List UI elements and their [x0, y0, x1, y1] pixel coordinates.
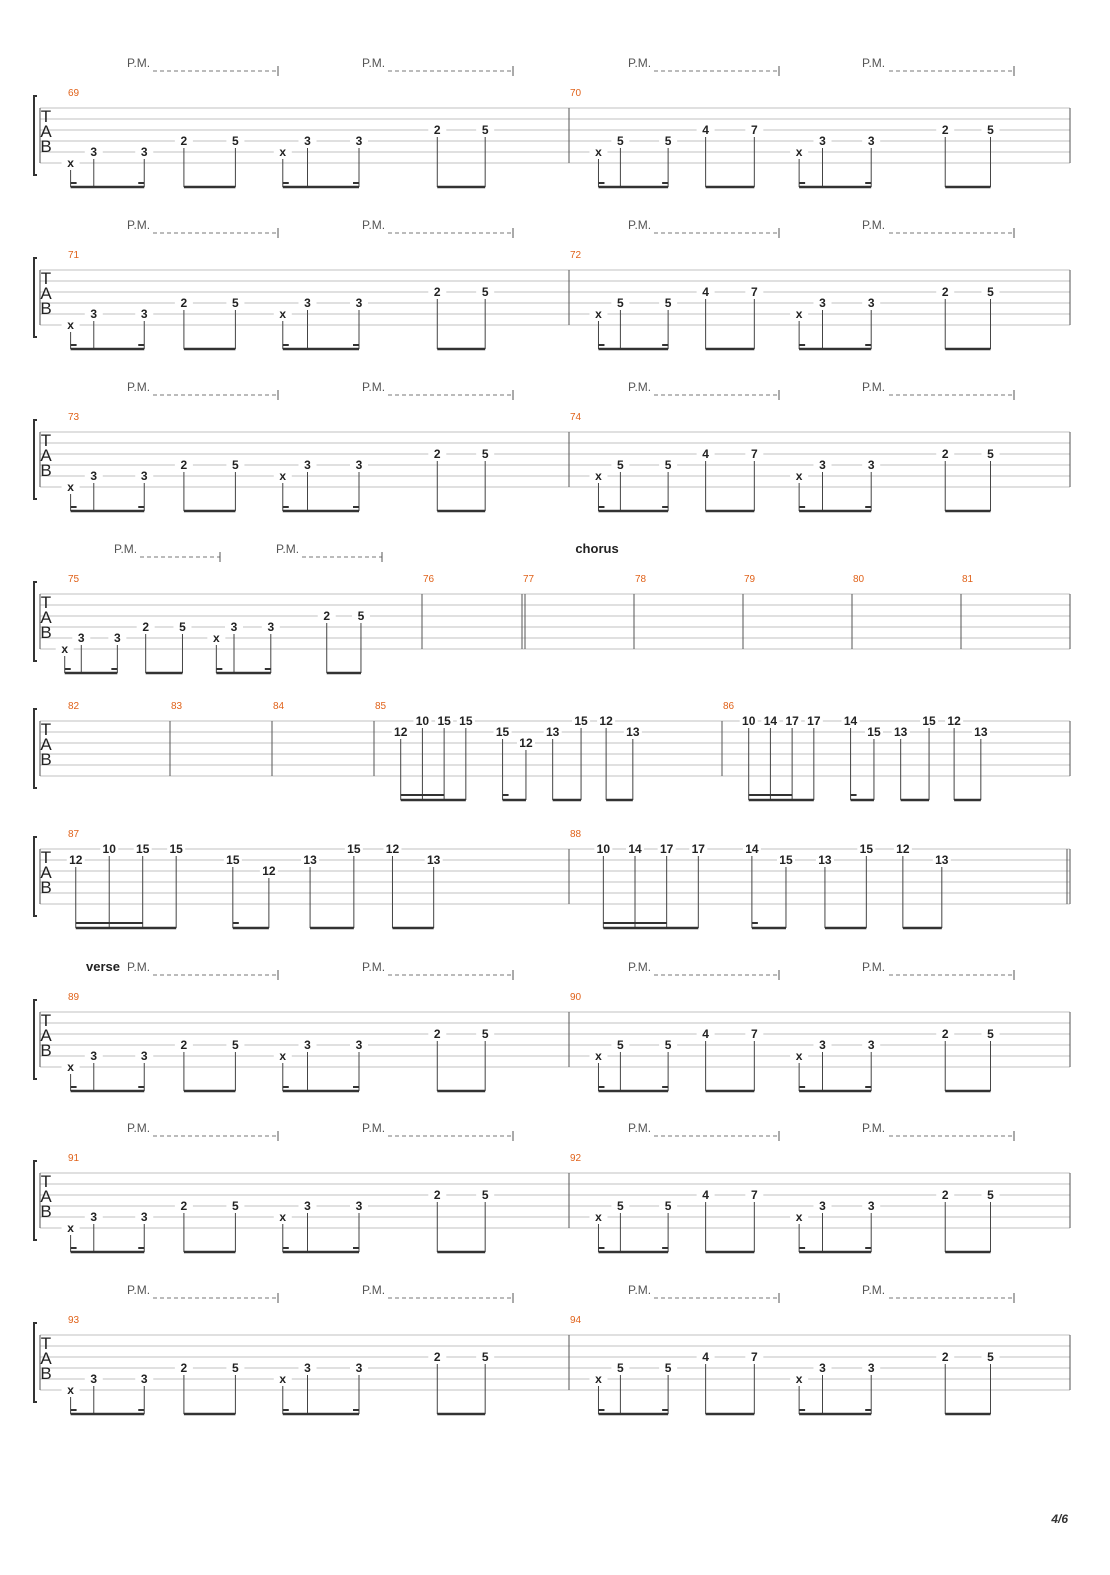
fret-number: 5	[617, 1361, 624, 1375]
system-bracket	[34, 420, 37, 499]
tab-clef-letter: B	[40, 461, 52, 480]
tab-clef-letter: A	[40, 608, 52, 627]
measure-number: 87	[68, 829, 80, 840]
fret-number: 5	[987, 123, 994, 137]
fret-number: 3	[355, 458, 363, 472]
dead-note: x	[595, 1049, 602, 1063]
palm-mute-label: P.M.	[628, 960, 652, 974]
palm-mute-label: P.M.	[362, 1283, 386, 1297]
fret-number: 5	[987, 447, 994, 461]
measure-number: 86	[723, 701, 735, 712]
palm-mute-label: P.M.	[362, 218, 386, 232]
fret-number: 5	[617, 134, 624, 148]
page-number: 4/6	[1051, 1512, 1068, 1526]
fret-number: 10	[102, 842, 116, 856]
system-bracket	[34, 258, 37, 337]
dead-note: x	[595, 469, 602, 483]
palm-mute-label: P.M.	[127, 1283, 151, 1297]
fret-number: 4	[702, 1027, 709, 1041]
fret-number: 3	[355, 296, 363, 310]
fret-number: 2	[941, 123, 949, 137]
palm-mute-label: P.M.	[362, 56, 386, 70]
dead-note: x	[279, 1049, 287, 1063]
fret-number: 3	[819, 1038, 826, 1052]
fret-number: 3	[90, 1210, 98, 1224]
fret-number: 7	[750, 1350, 758, 1364]
measure-number: 88	[570, 829, 582, 840]
fret-number: 12	[947, 714, 961, 728]
fret-number: 5	[232, 1361, 239, 1375]
fret-number: 3	[355, 1038, 363, 1052]
palm-mute-label: P.M.	[362, 960, 386, 974]
fret-number: 12	[896, 842, 910, 856]
fret-number: 12	[599, 714, 613, 728]
measure-number: 85	[375, 701, 387, 712]
fret-number: 5	[481, 1027, 489, 1041]
fret-number: 2	[433, 1027, 441, 1041]
palm-mute-label: P.M.	[862, 960, 886, 974]
measure-number: 93	[68, 1315, 80, 1326]
measure-number: 91	[68, 1153, 80, 1164]
fret-number: 17	[807, 714, 821, 728]
fret-number: 17	[659, 842, 674, 856]
tab-clef-letter: T	[40, 1011, 52, 1030]
fret-number: 2	[142, 620, 150, 634]
fret-number: 15	[779, 853, 793, 867]
tab-clef-letter: B	[40, 750, 52, 769]
dead-note: x	[67, 1383, 74, 1397]
fret-number: 5	[664, 296, 672, 310]
dead-note: x	[61, 642, 69, 656]
fret-number: 3	[140, 1372, 148, 1386]
dead-note: x	[279, 307, 287, 321]
fret-number: 14	[628, 842, 642, 856]
dead-note: x	[795, 1210, 803, 1224]
palm-mute-label: P.M.	[362, 380, 386, 394]
tab-clef-letter: T	[40, 107, 52, 126]
fret-number: 5	[617, 1038, 624, 1052]
fret-number: 3	[230, 620, 238, 634]
fret-number: 5	[664, 1199, 672, 1213]
fret-number: 3	[77, 631, 85, 645]
dead-note: x	[279, 469, 287, 483]
fret-number: 2	[941, 285, 949, 299]
palm-mute-label: P.M.	[862, 56, 886, 70]
fret-number: 15	[922, 714, 936, 728]
tab-clef-letter: B	[40, 1041, 52, 1060]
fret-number: 3	[819, 1199, 826, 1213]
dead-note: x	[212, 631, 220, 645]
dead-note: x	[795, 1372, 803, 1386]
section-label: chorus	[575, 541, 619, 556]
measure-number: 79	[744, 574, 756, 585]
measure-number: 83	[171, 701, 183, 712]
measure-number: 77	[523, 574, 535, 585]
fret-number: 2	[323, 609, 331, 623]
fret-number: 5	[481, 285, 489, 299]
measure-number: 71	[68, 250, 80, 261]
fret-number: 3	[867, 1038, 875, 1052]
fret-number: 5	[232, 134, 239, 148]
palm-mute-label: P.M.	[628, 1121, 652, 1135]
measure-number: 76	[423, 574, 435, 585]
fret-number: 5	[481, 1188, 489, 1202]
fret-number: 4	[702, 447, 709, 461]
fret-number: 15	[574, 714, 588, 728]
fret-number: 3	[819, 296, 826, 310]
fret-number: 3	[304, 458, 311, 472]
tab-clef-letter: A	[40, 863, 52, 882]
fret-number: 3	[867, 296, 875, 310]
fret-number: 5	[232, 1199, 239, 1213]
tab-clef-letter: B	[40, 623, 52, 642]
palm-mute-label: P.M.	[628, 56, 652, 70]
fret-number: 2	[433, 123, 441, 137]
fret-number: 17	[785, 714, 799, 728]
fret-number: 3	[304, 134, 311, 148]
palm-mute-label: P.M.	[127, 960, 151, 974]
tab-clef-letter: B	[40, 137, 52, 156]
fret-number: 14	[843, 714, 858, 728]
fret-number: 3	[355, 1199, 363, 1213]
fret-number: 2	[180, 1038, 188, 1052]
dead-note: x	[595, 307, 602, 321]
palm-mute-label: P.M.	[362, 1121, 386, 1135]
tab-clef-letter: A	[40, 284, 52, 303]
fret-number: 3	[867, 1199, 875, 1213]
fret-number: 5	[664, 1361, 672, 1375]
dead-note: x	[595, 1372, 602, 1386]
palm-mute-label: P.M.	[862, 1121, 886, 1135]
fret-number: 3	[90, 1049, 98, 1063]
fret-number: 5	[617, 296, 624, 310]
palm-mute-label: P.M.	[127, 56, 151, 70]
fret-number: 5	[987, 1188, 994, 1202]
palm-mute-label: P.M.	[862, 218, 886, 232]
fret-number: 5	[987, 285, 994, 299]
measure-number: 82	[68, 701, 80, 712]
fret-number: 3	[819, 458, 826, 472]
fret-number: 2	[180, 1361, 188, 1375]
fret-number: 5	[987, 1027, 994, 1041]
fret-number: 3	[140, 1049, 148, 1063]
system-bracket	[34, 582, 37, 661]
fret-number: 3	[819, 134, 826, 148]
fret-number: 3	[355, 1361, 363, 1375]
fret-number: 5	[481, 1350, 489, 1364]
tab-clef-letter: T	[40, 1334, 52, 1353]
dead-note: x	[67, 1221, 74, 1235]
fret-number: 15	[859, 842, 874, 856]
fret-number: 13	[935, 853, 949, 867]
palm-mute-label: P.M.	[628, 380, 652, 394]
tab-clef-letter: T	[40, 1172, 52, 1191]
fret-number: 3	[140, 1210, 148, 1224]
fret-number: 4	[702, 1188, 709, 1202]
measure-number: 69	[68, 88, 80, 99]
fret-number: 17	[691, 842, 705, 856]
section-label: verse	[86, 959, 120, 974]
tab-clef-letter: A	[40, 1349, 52, 1368]
fret-number: 7	[750, 285, 758, 299]
tab-clef-letter: T	[40, 848, 52, 867]
fret-number: 2	[433, 1188, 441, 1202]
dead-note: x	[595, 1210, 602, 1224]
measure-number: 90	[570, 992, 582, 1003]
fret-number: 2	[433, 447, 441, 461]
dead-note: x	[279, 1372, 287, 1386]
fret-number: 3	[355, 134, 363, 148]
measure-number: 78	[635, 574, 647, 585]
fret-number: 10	[596, 842, 611, 856]
fret-number: 5	[617, 1199, 624, 1213]
fret-number: 2	[433, 285, 441, 299]
fret-number: 5	[481, 123, 489, 137]
fret-number: 13	[818, 853, 832, 867]
fret-number: 5	[481, 447, 489, 461]
tab-clef-letter: T	[40, 593, 52, 612]
fret-number: 2	[433, 1350, 441, 1364]
dead-note: x	[279, 145, 287, 159]
tab-clef-letter: T	[40, 720, 52, 739]
measure-number: 94	[570, 1315, 582, 1326]
measure-number: 70	[570, 88, 582, 99]
fret-number: 3	[304, 1361, 311, 1375]
fret-number: 5	[357, 609, 365, 623]
fret-number: 3	[140, 307, 148, 321]
fret-number: 12	[262, 864, 276, 878]
fret-number: 14	[745, 842, 759, 856]
fret-number: 15	[226, 853, 240, 867]
fret-number: 3	[90, 469, 98, 483]
fret-number: 2	[941, 1027, 949, 1041]
fret-number: 4	[702, 285, 709, 299]
tab-clef-letter: A	[40, 735, 52, 754]
fret-number: 15	[169, 842, 183, 856]
fret-number: 3	[90, 307, 98, 321]
fret-number: 3	[304, 296, 311, 310]
fret-number: 13	[893, 725, 908, 739]
fret-number: 3	[867, 134, 875, 148]
measure-number: 72	[570, 250, 582, 261]
palm-mute-label: P.M.	[127, 218, 151, 232]
fret-number: 3	[90, 145, 98, 159]
fret-number: 13	[626, 725, 640, 739]
dead-note: x	[795, 145, 803, 159]
fret-number: 2	[180, 296, 188, 310]
fret-number: 15	[495, 725, 510, 739]
dead-note: x	[795, 1049, 803, 1063]
fret-number: 3	[267, 620, 275, 634]
palm-mute-label: P.M.	[127, 1121, 151, 1135]
fret-number: 5	[232, 458, 239, 472]
palm-mute-label: P.M.	[628, 218, 652, 232]
dead-note: x	[67, 480, 74, 494]
tab-clef-letter: B	[40, 1202, 52, 1221]
fret-number: 7	[750, 447, 758, 461]
tab-clef-letter: T	[40, 431, 52, 450]
dead-note: x	[67, 318, 74, 332]
measure-number: 81	[962, 574, 974, 585]
fret-number: 3	[304, 1038, 311, 1052]
fret-number: 15	[459, 714, 473, 728]
fret-number: 15	[867, 725, 881, 739]
palm-mute-label: P.M.	[862, 380, 886, 394]
palm-mute-label: P.M.	[276, 542, 300, 556]
tab-clef-letter: A	[40, 122, 52, 141]
fret-number: 12	[69, 853, 83, 867]
system-bracket	[34, 1161, 37, 1240]
system-bracket	[34, 1000, 37, 1079]
fret-number: 15	[347, 842, 361, 856]
tab-clef-letter: A	[40, 1026, 52, 1045]
fret-number: 3	[114, 631, 121, 645]
fret-number: 13	[303, 853, 317, 867]
fret-number: 2	[941, 1350, 949, 1364]
fret-number: 5	[179, 620, 186, 634]
palm-mute-label: P.M.	[127, 380, 151, 394]
fret-number: 5	[232, 1038, 239, 1052]
tab-clef-letter: T	[40, 269, 52, 288]
system-bracket	[34, 96, 37, 175]
fret-number: 13	[974, 725, 988, 739]
measure-number: 92	[570, 1153, 582, 1164]
measure-number: 75	[68, 574, 80, 585]
fret-number: 4	[702, 123, 709, 137]
fret-number: 3	[304, 1199, 311, 1213]
fret-number: 5	[664, 1038, 672, 1052]
fret-number: 3	[90, 1372, 98, 1386]
system-bracket	[34, 1323, 37, 1402]
fret-number: 12	[385, 842, 400, 856]
fret-number: 7	[750, 1188, 758, 1202]
fret-number: 7	[750, 123, 758, 137]
measure-number: 89	[68, 992, 80, 1003]
tab-clef-letter: B	[40, 299, 52, 318]
fret-number: 4	[702, 1350, 709, 1364]
fret-number: 3	[819, 1361, 826, 1375]
fret-number: 3	[140, 469, 148, 483]
tab-clef-letter: A	[40, 446, 52, 465]
fret-number: 15	[136, 842, 150, 856]
fret-number: 3	[867, 458, 875, 472]
fret-number: 2	[941, 447, 949, 461]
system-bracket	[34, 709, 37, 788]
tab-clef-letter: B	[40, 1364, 52, 1383]
fret-number: 13	[426, 853, 441, 867]
dead-note: x	[595, 145, 602, 159]
fret-number: 2	[180, 1199, 188, 1213]
palm-mute-label: P.M.	[114, 542, 138, 556]
fret-number: 3	[867, 1361, 875, 1375]
measure-number: 80	[853, 574, 865, 585]
dead-note: x	[67, 156, 74, 170]
fret-number: 2	[180, 458, 188, 472]
fret-number: 12	[394, 725, 408, 739]
fret-number: 5	[664, 134, 672, 148]
dead-note: x	[279, 1210, 287, 1224]
dead-note: x	[67, 1060, 74, 1074]
fret-number: 10	[415, 714, 430, 728]
fret-number: 5	[617, 458, 624, 472]
fret-number: 13	[545, 725, 560, 739]
palm-mute-label: P.M.	[628, 1283, 652, 1297]
tab-clef-letter: B	[40, 878, 52, 897]
fret-number: 15	[437, 714, 451, 728]
fret-number: 10	[742, 714, 756, 728]
palm-mute-label: P.M.	[862, 1283, 886, 1297]
fret-number: 14	[763, 714, 778, 728]
measure-number: 73	[68, 412, 80, 423]
fret-number: 2	[941, 1188, 949, 1202]
fret-number: 5	[664, 458, 672, 472]
fret-number: 2	[180, 134, 188, 148]
fret-number: 5	[987, 1350, 994, 1364]
fret-number: 3	[140, 145, 148, 159]
system-bracket	[34, 837, 37, 916]
measure-number: 84	[273, 701, 285, 712]
dead-note: x	[795, 469, 803, 483]
fret-number: 7	[750, 1027, 758, 1041]
fret-number: 12	[519, 736, 533, 750]
dead-note: x	[795, 307, 803, 321]
measure-number: 74	[570, 412, 582, 423]
tab-clef-letter: A	[40, 1187, 52, 1206]
fret-number: 5	[232, 296, 239, 310]
